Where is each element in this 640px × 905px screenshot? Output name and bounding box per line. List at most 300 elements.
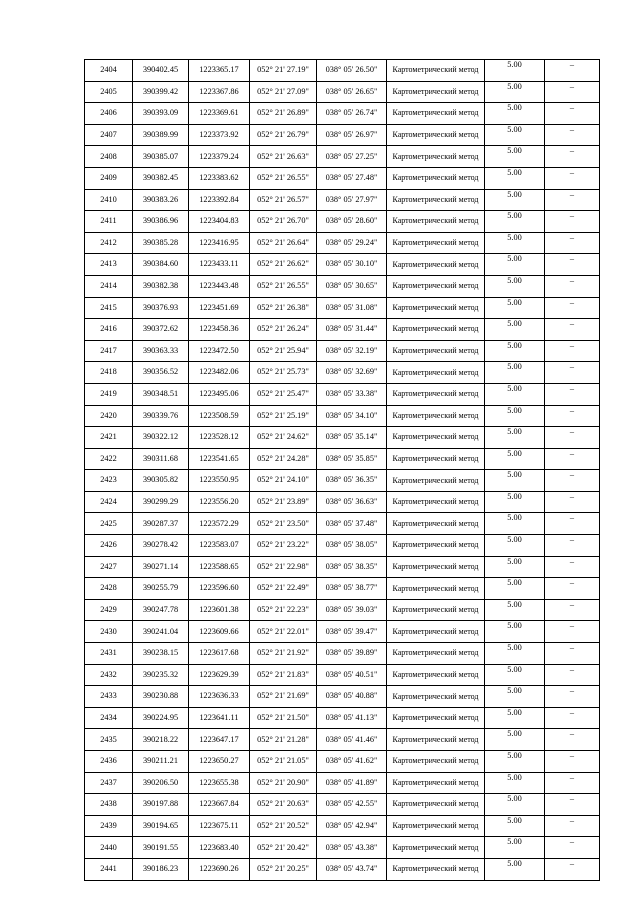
x-coordinate-cell: 390299.29 [133,491,189,513]
accuracy-cell: 5.00 [485,815,545,837]
accuracy-cell: 5.00 [485,664,545,686]
accuracy-cell: 5.00 [485,189,545,211]
accuracy-cell: 5.00 [485,794,545,816]
y-coordinate-cell: 1223416.95 [189,232,250,254]
x-coordinate-cell: 390278.42 [133,535,189,557]
y-coordinate-cell: 1223655.38 [189,772,250,794]
accuracy-cell: 5.00 [485,837,545,859]
y-coordinate-cell: 1223617.68 [189,643,250,665]
x-coordinate-cell: 390382.38 [133,275,189,297]
accuracy-cell: 5.00 [485,275,545,297]
latitude-cell: 052° 21' 26.55" [250,167,317,189]
method-cell: Картометрический метод [387,491,485,513]
accuracy-cell: 5.00 [485,427,545,449]
accuracy-cell: 5.00 [485,448,545,470]
latitude-cell: 052° 21' 23.22" [250,535,317,557]
note-cell: – [545,599,600,621]
method-cell: Картометрический метод [387,556,485,578]
note-cell: – [545,643,600,665]
method-cell: Картометрический метод [387,427,485,449]
note-cell: – [545,103,600,125]
note-cell: – [545,513,600,535]
note-cell: – [545,751,600,773]
table-row [85,448,600,470]
note-cell: – [545,167,600,189]
method-cell: Картометрический метод [387,340,485,362]
point-number-cell: 2429 [85,599,133,621]
method-cell: Картометрический метод [387,837,485,859]
y-coordinate-cell: 1223667.84 [189,794,250,816]
table-row [85,319,600,341]
table-row [85,664,600,686]
latitude-cell: 052° 21' 20.63" [250,794,317,816]
y-coordinate-cell: 1223541.65 [189,448,250,470]
x-coordinate-cell: 390247.78 [133,599,189,621]
y-coordinate-cell: 1223629.39 [189,664,250,686]
longitude-cell: 038° 05' 27.48" [317,167,387,189]
note-cell: – [545,124,600,146]
accuracy-cell: 5.00 [485,535,545,557]
note-cell: – [545,621,600,643]
table-row [85,60,600,82]
x-coordinate-cell: 390218.22 [133,729,189,751]
longitude-cell: 038° 05' 28.60" [317,211,387,233]
point-number-cell: 2430 [85,621,133,643]
accuracy-cell: 5.00 [485,146,545,168]
y-coordinate-cell: 1223404.83 [189,211,250,233]
x-coordinate-cell: 390255.79 [133,578,189,600]
longitude-cell: 038° 05' 41.89" [317,772,387,794]
note-cell: – [545,362,600,384]
table-row [85,707,600,729]
accuracy-cell: 5.00 [485,81,545,103]
latitude-cell: 052° 21' 20.52" [250,815,317,837]
method-cell: Картометрический метод [387,858,485,880]
x-coordinate-cell: 390382.45 [133,167,189,189]
point-number-cell: 2408 [85,146,133,168]
accuracy-cell: 5.00 [485,319,545,341]
y-coordinate-cell: 1223369.61 [189,103,250,125]
note-cell: – [545,232,600,254]
point-number-cell: 2419 [85,383,133,405]
note-cell: – [545,556,600,578]
point-number-cell: 2435 [85,729,133,751]
method-cell: Картометрический метод [387,383,485,405]
method-cell: Картометрический метод [387,275,485,297]
note-cell: – [545,146,600,168]
accuracy-cell: 5.00 [485,858,545,880]
method-cell: Картометрический метод [387,815,485,837]
latitude-cell: 052° 21' 26.63" [250,146,317,168]
longitude-cell: 038° 05' 42.94" [317,815,387,837]
longitude-cell: 038° 05' 39.03" [317,599,387,621]
latitude-cell: 052° 21' 27.19" [250,60,317,82]
accuracy-cell: 5.00 [485,772,545,794]
note-cell: – [545,275,600,297]
x-coordinate-cell: 390238.15 [133,643,189,665]
x-coordinate-cell: 390311.68 [133,448,189,470]
longitude-cell: 038° 05' 41.13" [317,707,387,729]
longitude-cell: 038° 05' 36.63" [317,491,387,513]
point-number-cell: 2405 [85,81,133,103]
x-coordinate-cell: 390191.55 [133,837,189,859]
latitude-cell: 052° 21' 24.28" [250,448,317,470]
x-coordinate-cell: 390271.14 [133,556,189,578]
accuracy-cell: 5.00 [485,491,545,513]
point-number-cell: 2416 [85,319,133,341]
longitude-cell: 038° 05' 40.88" [317,686,387,708]
x-coordinate-cell: 390305.82 [133,470,189,492]
y-coordinate-cell: 1223495.06 [189,383,250,405]
longitude-cell: 038° 05' 35.85" [317,448,387,470]
latitude-cell: 052° 21' 26.62" [250,254,317,276]
latitude-cell: 052° 21' 26.57" [250,189,317,211]
longitude-cell: 038° 05' 39.89" [317,643,387,665]
table-body [85,60,600,881]
note-cell: – [545,254,600,276]
x-coordinate-cell: 390385.28 [133,232,189,254]
table-row [85,513,600,535]
x-coordinate-cell: 390389.99 [133,124,189,146]
longitude-cell: 038° 05' 26.50" [317,60,387,82]
longitude-cell: 038° 05' 38.05" [317,535,387,557]
note-cell: – [545,427,600,449]
longitude-cell: 038° 05' 31.44" [317,319,387,341]
longitude-cell: 038° 05' 27.25" [317,146,387,168]
latitude-cell: 052° 21' 20.42" [250,837,317,859]
method-cell: Картометрический метод [387,664,485,686]
note-cell: – [545,815,600,837]
table-row [85,340,600,362]
longitude-cell: 038° 05' 36.35" [317,470,387,492]
accuracy-cell: 5.00 [485,383,545,405]
accuracy-cell: 5.00 [485,707,545,729]
latitude-cell: 052° 21' 21.69" [250,686,317,708]
longitude-cell: 038° 05' 32.19" [317,340,387,362]
method-cell: Картометрический метод [387,60,485,82]
method-cell: Картометрический метод [387,794,485,816]
note-cell: – [545,535,600,557]
point-number-cell: 2413 [85,254,133,276]
latitude-cell: 052° 21' 21.50" [250,707,317,729]
latitude-cell: 052° 21' 26.38" [250,297,317,319]
accuracy-cell: 5.00 [485,556,545,578]
y-coordinate-cell: 1223636.33 [189,686,250,708]
method-cell: Картометрический метод [387,599,485,621]
note-cell: – [545,60,600,82]
method-cell: Картометрический метод [387,643,485,665]
accuracy-cell: 5.00 [485,405,545,427]
method-cell: Картометрический метод [387,167,485,189]
method-cell: Картометрический метод [387,772,485,794]
latitude-cell: 052° 21' 22.01" [250,621,317,643]
point-number-cell: 2414 [85,275,133,297]
method-cell: Картометрический метод [387,362,485,384]
table-row [85,427,600,449]
table-row [85,794,600,816]
latitude-cell: 052° 21' 21.05" [250,751,317,773]
latitude-cell: 052° 21' 26.89" [250,103,317,125]
point-number-cell: 2436 [85,751,133,773]
y-coordinate-cell: 1223596.60 [189,578,250,600]
x-coordinate-cell: 390386.96 [133,211,189,233]
latitude-cell: 052° 21' 22.49" [250,578,317,600]
point-number-cell: 2417 [85,340,133,362]
method-cell: Картометрический метод [387,535,485,557]
note-cell: – [545,664,600,686]
latitude-cell: 052° 21' 26.79" [250,124,317,146]
method-cell: Картометрический метод [387,146,485,168]
longitude-cell: 038° 05' 30.65" [317,275,387,297]
note-cell: – [545,470,600,492]
latitude-cell: 052° 21' 26.64" [250,232,317,254]
longitude-cell: 038° 05' 39.47" [317,621,387,643]
y-coordinate-cell: 1223482.06 [189,362,250,384]
table-row [85,643,600,665]
x-coordinate-cell: 390339.76 [133,405,189,427]
longitude-cell: 038° 05' 26.74" [317,103,387,125]
longitude-cell: 038° 05' 35.14" [317,427,387,449]
longitude-cell: 038° 05' 38.35" [317,556,387,578]
method-cell: Картометрический метод [387,513,485,535]
note-cell: – [545,686,600,708]
longitude-cell: 038° 05' 41.62" [317,751,387,773]
latitude-cell: 052° 21' 26.70" [250,211,317,233]
note-cell: – [545,491,600,513]
longitude-cell: 038° 05' 32.69" [317,362,387,384]
point-number-cell: 2432 [85,664,133,686]
latitude-cell: 052° 21' 21.83" [250,664,317,686]
latitude-cell: 052° 21' 21.28" [250,729,317,751]
longitude-cell: 038° 05' 26.65" [317,81,387,103]
accuracy-cell: 5.00 [485,729,545,751]
accuracy-cell: 5.00 [485,254,545,276]
point-number-cell: 2427 [85,556,133,578]
y-coordinate-cell: 1223556.20 [189,491,250,513]
y-coordinate-cell: 1223443.48 [189,275,250,297]
y-coordinate-cell: 1223583.07 [189,535,250,557]
table-row [85,189,600,211]
x-coordinate-cell: 390235.32 [133,664,189,686]
latitude-cell: 052° 21' 20.90" [250,772,317,794]
longitude-cell: 038° 05' 34.10" [317,405,387,427]
method-cell: Картометрический метод [387,254,485,276]
longitude-cell: 038° 05' 42.55" [317,794,387,816]
y-coordinate-cell: 1223650.27 [189,751,250,773]
accuracy-cell: 5.00 [485,578,545,600]
accuracy-cell: 5.00 [485,621,545,643]
latitude-cell: 052° 21' 21.92" [250,643,317,665]
table-row [85,254,600,276]
note-cell: – [545,340,600,362]
point-number-cell: 2441 [85,858,133,880]
point-number-cell: 2440 [85,837,133,859]
x-coordinate-cell: 390206.50 [133,772,189,794]
table-row [85,858,600,880]
longitude-cell: 038° 05' 41.46" [317,729,387,751]
y-coordinate-cell: 1223373.92 [189,124,250,146]
table-row [85,772,600,794]
y-coordinate-cell: 1223572.29 [189,513,250,535]
accuracy-cell: 5.00 [485,751,545,773]
x-coordinate-cell: 390348.51 [133,383,189,405]
y-coordinate-cell: 1223451.69 [189,297,250,319]
method-cell: Картометрический метод [387,103,485,125]
y-coordinate-cell: 1223508.59 [189,405,250,427]
point-number-cell: 2437 [85,772,133,794]
table-row [85,556,600,578]
table-row [85,405,600,427]
method-cell: Картометрический метод [387,707,485,729]
x-coordinate-cell: 390372.62 [133,319,189,341]
table-row [85,146,600,168]
x-coordinate-cell: 390322.12 [133,427,189,449]
table-row [85,491,600,513]
table-row [85,167,600,189]
point-number-cell: 2431 [85,643,133,665]
table-row [85,211,600,233]
table-row [85,297,600,319]
method-cell: Картометрический метод [387,578,485,600]
longitude-cell: 038° 05' 43.74" [317,858,387,880]
accuracy-cell: 5.00 [485,211,545,233]
table-row [85,837,600,859]
x-coordinate-cell: 390384.60 [133,254,189,276]
latitude-cell: 052° 21' 26.24" [250,319,317,341]
method-cell: Картометрический метод [387,621,485,643]
point-number-cell: 2418 [85,362,133,384]
x-coordinate-cell: 390197.88 [133,794,189,816]
table-row [85,599,600,621]
table-row [85,815,600,837]
latitude-cell: 052° 21' 20.25" [250,858,317,880]
method-cell: Картометрический метод [387,751,485,773]
accuracy-cell: 5.00 [485,513,545,535]
accuracy-cell: 5.00 [485,167,545,189]
table-row [85,275,600,297]
y-coordinate-cell: 1223458.36 [189,319,250,341]
y-coordinate-cell: 1223528.12 [189,427,250,449]
latitude-cell: 052° 21' 23.50" [250,513,317,535]
longitude-cell: 038° 05' 26.97" [317,124,387,146]
y-coordinate-cell: 1223392.84 [189,189,250,211]
y-coordinate-cell: 1223641.11 [189,707,250,729]
latitude-cell: 052° 21' 22.98" [250,556,317,578]
method-cell: Картометрический метод [387,124,485,146]
table-row [85,535,600,557]
longitude-cell: 038° 05' 40.51" [317,664,387,686]
note-cell: – [545,858,600,880]
accuracy-cell: 5.00 [485,297,545,319]
note-cell: – [545,578,600,600]
longitude-cell: 038° 05' 27.97" [317,189,387,211]
point-number-cell: 2434 [85,707,133,729]
y-coordinate-cell: 1223550.95 [189,470,250,492]
longitude-cell: 038° 05' 37.48" [317,513,387,535]
note-cell: – [545,707,600,729]
y-coordinate-cell: 1223588.65 [189,556,250,578]
x-coordinate-cell: 390376.93 [133,297,189,319]
accuracy-cell: 5.00 [485,124,545,146]
note-cell: – [545,448,600,470]
note-cell: – [545,729,600,751]
point-number-cell: 2415 [85,297,133,319]
accuracy-cell: 5.00 [485,686,545,708]
latitude-cell: 052° 21' 25.94" [250,340,317,362]
y-coordinate-cell: 1223472.50 [189,340,250,362]
latitude-cell: 052° 21' 24.10" [250,470,317,492]
table-row [85,103,600,125]
latitude-cell: 052° 21' 22.23" [250,599,317,621]
method-cell: Картометрический метод [387,189,485,211]
point-number-cell: 2420 [85,405,133,427]
table-row [85,621,600,643]
point-number-cell: 2412 [85,232,133,254]
accuracy-cell: 5.00 [485,340,545,362]
point-number-cell: 2411 [85,211,133,233]
note-cell: – [545,81,600,103]
note-cell: – [545,211,600,233]
longitude-cell: 038° 05' 43.38" [317,837,387,859]
x-coordinate-cell: 390287.37 [133,513,189,535]
y-coordinate-cell: 1223433.11 [189,254,250,276]
y-coordinate-cell: 1223383.62 [189,167,250,189]
note-cell: – [545,405,600,427]
table-row [85,362,600,384]
method-cell: Картометрический метод [387,81,485,103]
latitude-cell: 052° 21' 23.89" [250,491,317,513]
point-number-cell: 2407 [85,124,133,146]
longitude-cell: 038° 05' 30.10" [317,254,387,276]
point-number-cell: 2423 [85,470,133,492]
y-coordinate-cell: 1223601.38 [189,599,250,621]
point-number-cell: 2425 [85,513,133,535]
table-row [85,124,600,146]
y-coordinate-cell: 1223647.17 [189,729,250,751]
point-number-cell: 2438 [85,794,133,816]
coordinates-table [84,59,600,881]
x-coordinate-cell: 390399.42 [133,81,189,103]
x-coordinate-cell: 390211.21 [133,751,189,773]
note-cell: – [545,319,600,341]
accuracy-cell: 5.00 [485,470,545,492]
longitude-cell: 038° 05' 29.24" [317,232,387,254]
table-row [85,686,600,708]
y-coordinate-cell: 1223675.11 [189,815,250,837]
method-cell: Картометрический метод [387,211,485,233]
accuracy-cell: 5.00 [485,232,545,254]
y-coordinate-cell: 1223365.17 [189,60,250,82]
table-row [85,383,600,405]
y-coordinate-cell: 1223367.86 [189,81,250,103]
y-coordinate-cell: 1223609.66 [189,621,250,643]
x-coordinate-cell: 390186.23 [133,858,189,880]
latitude-cell: 052° 21' 24.62" [250,427,317,449]
x-coordinate-cell: 390383.26 [133,189,189,211]
y-coordinate-cell: 1223683.40 [189,837,250,859]
point-number-cell: 2421 [85,427,133,449]
latitude-cell: 052° 21' 25.47" [250,383,317,405]
x-coordinate-cell: 390356.52 [133,362,189,384]
method-cell: Картометрический метод [387,232,485,254]
accuracy-cell: 5.00 [485,643,545,665]
table-row [85,232,600,254]
table-row [85,729,600,751]
point-number-cell: 2424 [85,491,133,513]
accuracy-cell: 5.00 [485,60,545,82]
accuracy-cell: 5.00 [485,599,545,621]
x-coordinate-cell: 390385.07 [133,146,189,168]
